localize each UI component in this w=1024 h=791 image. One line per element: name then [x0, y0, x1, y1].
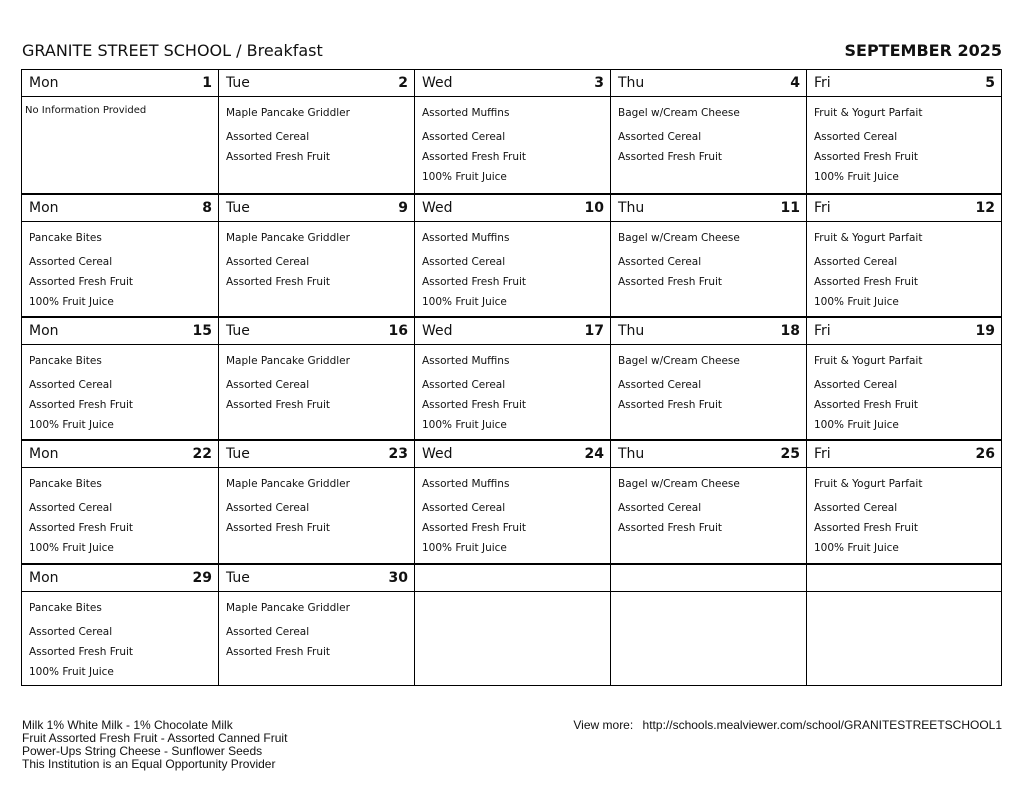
day-name: Fri: [814, 200, 831, 216]
menu-item: 100% Fruit Juice: [814, 171, 899, 183]
calendar-day: [806, 70, 1001, 193]
calendar-day: [414, 441, 610, 563]
menu-items: [226, 231, 410, 295]
menu-item: Assorted Fresh Fruit: [814, 276, 919, 288]
menu-item: Assorted Muffins: [422, 478, 510, 490]
calendar-day: [806, 318, 1001, 439]
calendar-day: [218, 318, 414, 439]
menu-item: Fruit & Yogurt Parfait: [814, 107, 923, 119]
day-number: 3: [594, 75, 604, 91]
day-name: Fri: [814, 75, 831, 91]
calendar-week: [22, 193, 1001, 316]
menu-item: Assorted Fresh Fruit: [226, 646, 331, 658]
day-number: 5: [985, 75, 995, 91]
calendar-day: [806, 441, 1001, 563]
calendar-day: [22, 318, 218, 439]
menu-item: Assorted Cereal: [226, 131, 310, 143]
calendar-day: [414, 195, 610, 316]
day-number: 11: [780, 200, 800, 216]
menu-item: Pancake Bites: [29, 355, 102, 367]
calendar-day: [414, 565, 610, 685]
calendar-week: [22, 70, 1001, 193]
day-header: [807, 70, 1001, 97]
day-name: Thu: [618, 75, 645, 91]
menu-items: [422, 477, 606, 561]
calendar-day: [610, 70, 806, 193]
day-number: 4: [790, 75, 800, 91]
day-name: Fri: [814, 323, 831, 339]
menu-item: Assorted Cereal: [226, 502, 310, 514]
menu-items: [422, 106, 606, 190]
menu-item: Maple Pancake Griddler: [226, 107, 350, 119]
menu-item: Assorted Muffins: [422, 107, 510, 119]
day-header: [219, 318, 414, 345]
calendar-day: [218, 441, 414, 563]
menu-item: 100% Fruit Juice: [422, 542, 507, 554]
calendar-day: [22, 70, 218, 193]
menu-item: Assorted Fresh Fruit: [422, 399, 527, 411]
day-name: Wed: [422, 446, 453, 462]
menu-items: [29, 477, 214, 561]
menu-item: Assorted Fresh Fruit: [618, 522, 723, 534]
menu-item: Fruit & Yogurt Parfait: [814, 232, 923, 244]
view-more-link[interactable]: http://schools.mealviewer.com/school/GRANITESTREETSCHOOL1: [642, 718, 1002, 732]
menu-item: Assorted Cereal: [422, 256, 506, 268]
day-header: [415, 195, 610, 222]
day-header: [415, 565, 610, 592]
calendar-day: [414, 70, 610, 193]
day-name: Fri: [814, 446, 831, 462]
day-number: 24: [584, 446, 604, 462]
menu-items: [618, 477, 802, 541]
calendar-grid: [21, 69, 1002, 686]
day-name: Mon: [29, 323, 59, 339]
day-header: [22, 565, 218, 592]
footer-line-milk: Milk 1% White Milk - 1% Chocolate Milk: [22, 718, 233, 732]
menu-item: Pancake Bites: [29, 602, 102, 614]
menu-item: Assorted Cereal: [618, 379, 702, 391]
menu-items: [422, 354, 606, 438]
day-header: [219, 195, 414, 222]
day-header: [611, 441, 806, 468]
day-number: 23: [388, 446, 408, 462]
menu-item: Assorted Cereal: [422, 379, 506, 391]
day-number: 2: [398, 75, 408, 91]
menu-item: 100% Fruit Juice: [422, 171, 507, 183]
menu-item: 100% Fruit Juice: [814, 542, 899, 554]
menu-items: [226, 477, 410, 541]
menu-item: Assorted Cereal: [814, 502, 898, 514]
day-header: [611, 70, 806, 97]
menu-item: Assorted Cereal: [814, 379, 898, 391]
day-name: Mon: [29, 200, 59, 216]
menu-item: 100% Fruit Juice: [814, 296, 899, 308]
menu-item: Bagel w/Cream Cheese: [618, 478, 740, 490]
menu-items: [618, 354, 802, 418]
day-header: [22, 195, 218, 222]
day-header: [219, 441, 414, 468]
day-number: 15: [192, 323, 212, 339]
menu-item: Assorted Fresh Fruit: [29, 276, 134, 288]
menu-items: [618, 231, 802, 295]
menu-item: Assorted Cereal: [814, 256, 898, 268]
day-header: [807, 441, 1001, 468]
menu-items: [29, 231, 214, 315]
day-name: Mon: [29, 75, 59, 91]
menu-item: Assorted Cereal: [29, 379, 113, 391]
menu-items: [618, 106, 802, 170]
day-name: Tue: [226, 323, 250, 339]
view-more: [573, 719, 1002, 732]
menu-item: Assorted Cereal: [29, 502, 113, 514]
menu-item: Assorted Cereal: [618, 502, 702, 514]
menu-items: [422, 231, 606, 315]
day-name: Wed: [422, 75, 453, 91]
calendar-day: [610, 318, 806, 439]
page-title: GRANITE STREET SCHOOL / Breakfast: [22, 41, 323, 60]
menu-item: Bagel w/Cream Cheese: [618, 107, 740, 119]
footer-line-equal-opportunity: This Institution is an Equal Opportunity Provider: [22, 757, 276, 771]
menu-item: Assorted Fresh Fruit: [618, 151, 723, 163]
calendar-day: [22, 195, 218, 316]
menu-item: Assorted Cereal: [618, 256, 702, 268]
menu-item: No Information Provided: [25, 105, 147, 116]
menu-item: Assorted Fresh Fruit: [618, 399, 723, 411]
day-number: 25: [780, 446, 800, 462]
menu-item: Bagel w/Cream Cheese: [618, 355, 740, 367]
calendar-week: [22, 316, 1001, 439]
day-number: 12: [975, 200, 995, 216]
day-header: [611, 565, 806, 592]
menu-item: Assorted Cereal: [226, 256, 310, 268]
footer-line-fruit: Fruit Assorted Fresh Fruit - Assorted Canned Fruit: [22, 731, 288, 745]
calendar-day: [218, 70, 414, 193]
menu-item: Assorted Fresh Fruit: [422, 151, 527, 163]
day-number: 26: [975, 446, 995, 462]
menu-items: [814, 106, 997, 190]
day-header: [807, 195, 1001, 222]
day-header: [415, 318, 610, 345]
menu-item: Maple Pancake Griddler: [226, 355, 350, 367]
calendar-day: [806, 195, 1001, 316]
menu-item: Assorted Fresh Fruit: [814, 151, 919, 163]
day-name: Wed: [422, 323, 453, 339]
calendar-day: [22, 565, 218, 685]
view-more-label: View more:: [573, 718, 634, 732]
calendar-day: [610, 565, 806, 685]
menu-item: Assorted Fresh Fruit: [29, 646, 134, 658]
menu-item: Assorted Fresh Fruit: [422, 276, 527, 288]
menu-item: Assorted Fresh Fruit: [226, 399, 331, 411]
menu-item: Fruit & Yogurt Parfait: [814, 355, 923, 367]
day-header: [807, 318, 1001, 345]
footer-line-powerups: Power-Ups String Cheese - Sunflower Seeds: [22, 744, 263, 758]
menu-item: 100% Fruit Juice: [29, 296, 114, 308]
menu-item: Maple Pancake Griddler: [226, 232, 350, 244]
calendar-day: [22, 441, 218, 563]
day-number: 18: [780, 323, 800, 339]
menu-item: Assorted Cereal: [422, 502, 506, 514]
menu-item: Assorted Cereal: [814, 131, 898, 143]
day-number: 30: [388, 570, 408, 586]
menu-item: Assorted Fresh Fruit: [29, 522, 134, 534]
menu-item: Pancake Bites: [29, 232, 102, 244]
day-number: 1: [202, 75, 212, 91]
day-name: Mon: [29, 570, 59, 586]
day-header: [611, 195, 806, 222]
day-header: [415, 441, 610, 468]
calendar-day: [414, 318, 610, 439]
calendar-day: [610, 195, 806, 316]
menu-item: 100% Fruit Juice: [814, 419, 899, 431]
menu-item: Assorted Fresh Fruit: [422, 522, 527, 534]
day-header: [22, 70, 218, 97]
day-name: Thu: [618, 323, 645, 339]
menu-items: [814, 477, 997, 561]
menu-item: Assorted Cereal: [29, 256, 113, 268]
menu-item: Fruit & Yogurt Parfait: [814, 478, 923, 490]
day-name: Mon: [29, 446, 59, 462]
menu-item: Assorted Cereal: [29, 626, 113, 638]
menu-item: 100% Fruit Juice: [29, 419, 114, 431]
menu-items: [25, 104, 214, 128]
menu-item: Maple Pancake Griddler: [226, 602, 350, 614]
menu-item: Assorted Cereal: [422, 131, 506, 143]
menu-item: Assorted Muffins: [422, 355, 510, 367]
menu-item: 100% Fruit Juice: [422, 296, 507, 308]
day-number: 9: [398, 200, 408, 216]
calendar-day: [806, 565, 1001, 685]
menu-item: Assorted Fresh Fruit: [814, 522, 919, 534]
menu-item: 100% Fruit Juice: [422, 419, 507, 431]
calendar-day: [610, 441, 806, 563]
day-name: Tue: [226, 570, 250, 586]
menu-item: Bagel w/Cream Cheese: [618, 232, 740, 244]
day-number: 17: [584, 323, 604, 339]
day-number: 22: [192, 446, 212, 462]
menu-item: Pancake Bites: [29, 478, 102, 490]
calendar-week: [22, 439, 1001, 563]
day-name: Tue: [226, 446, 250, 462]
month-title: SEPTEMBER 2025: [844, 41, 1002, 60]
menu-item: Assorted Fresh Fruit: [226, 522, 331, 534]
day-header: [22, 318, 218, 345]
menu-items: [226, 601, 410, 665]
footer-notes: [22, 719, 287, 771]
menu-item: Assorted Fresh Fruit: [618, 276, 723, 288]
day-number: 29: [192, 570, 212, 586]
menu-item: Assorted Fresh Fruit: [226, 276, 331, 288]
day-name: Tue: [226, 200, 250, 216]
calendar-day: [218, 195, 414, 316]
menu-item: 100% Fruit Juice: [29, 666, 114, 678]
calendar-week: [22, 563, 1001, 685]
day-header: [219, 70, 414, 97]
menu-items: [226, 354, 410, 418]
menu-item: Assorted Fresh Fruit: [226, 151, 331, 163]
day-name: Thu: [618, 446, 645, 462]
menu-items: [814, 231, 997, 315]
menu-item: Assorted Cereal: [618, 131, 702, 143]
day-header: [611, 318, 806, 345]
day-header: [415, 70, 610, 97]
menu-items: [814, 354, 997, 438]
menu-items: [226, 106, 410, 170]
day-number: 16: [388, 323, 408, 339]
day-number: 8: [202, 200, 212, 216]
day-header: [219, 565, 414, 592]
day-name: Thu: [618, 200, 645, 216]
menu-item: Assorted Muffins: [422, 232, 510, 244]
calendar-day: [218, 565, 414, 685]
menu-item: Maple Pancake Griddler: [226, 478, 350, 490]
day-name: Wed: [422, 200, 453, 216]
menu-item: 100% Fruit Juice: [29, 542, 114, 554]
menu-item: Assorted Cereal: [226, 379, 310, 391]
menu-items: [29, 354, 214, 438]
menu-item: Assorted Fresh Fruit: [29, 399, 134, 411]
day-header: [807, 565, 1001, 592]
menu-items: [29, 601, 214, 685]
menu-item: Assorted Cereal: [226, 626, 310, 638]
day-number: 19: [975, 323, 995, 339]
day-header: [22, 441, 218, 468]
day-number: 10: [584, 200, 604, 216]
menu-item: Assorted Fresh Fruit: [814, 399, 919, 411]
day-name: Tue: [226, 75, 250, 91]
